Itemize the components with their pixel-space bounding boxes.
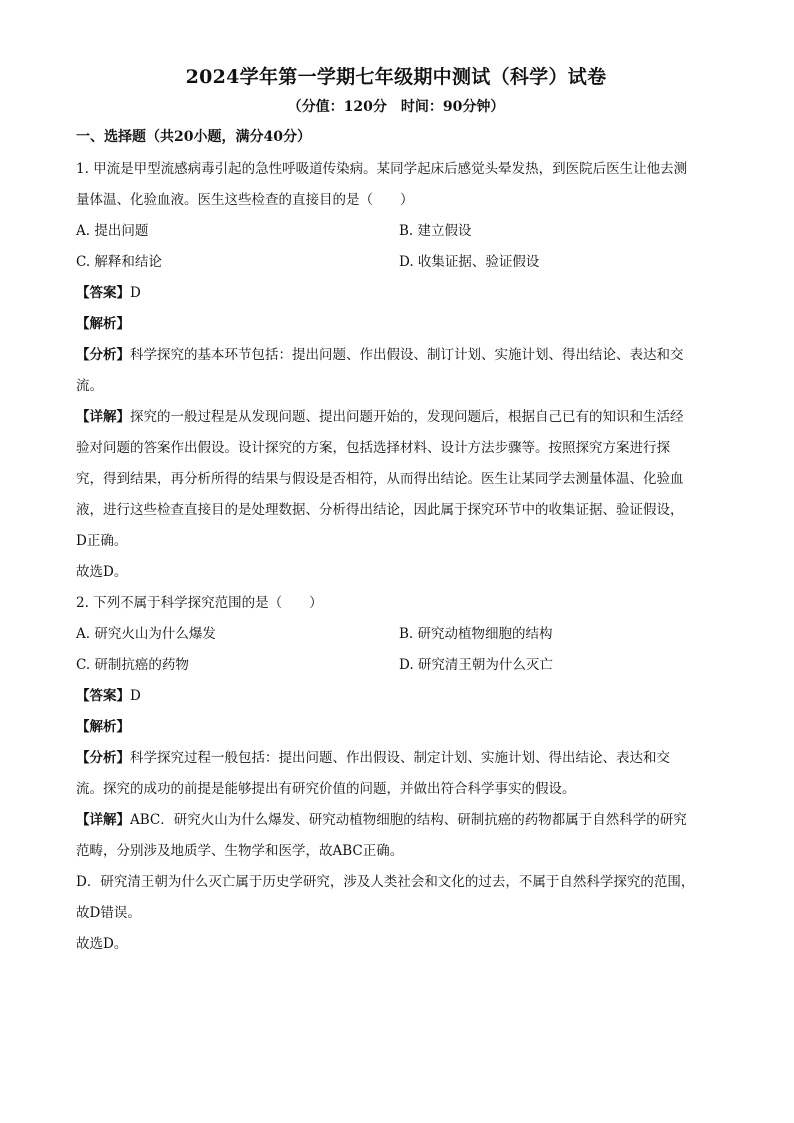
q1-fenxi-line2: 流。 [76, 378, 103, 394]
q1-stem-line1: 1. 甲流是甲型流感病毒引起的急性呼吸道传染病。某同学起床后感觉头晕发热，到医院后医生让他去测 [76, 161, 688, 177]
q1-xiangjie [76, 402, 716, 433]
question-2 [76, 588, 716, 960]
q1-xiangjie-line4: 液，进行这些检查直接目的是处理数据、分析得出结论，因此属于探究环节中的收集证据、验证假设， [76, 502, 684, 518]
q1-fenxi-tag: 【分析】 [76, 347, 130, 363]
q1-xiangjie-line5: D正确。 [76, 533, 128, 549]
q2-fenxi-line2: 流。探究的成功的前提是能够提出有研究价值的问题，并做出符合科学事实的假设。 [76, 781, 576, 797]
q1-options [76, 216, 716, 278]
q1-option-c: C. 解释和结论 [76, 254, 162, 270]
question-1 [76, 154, 716, 588]
q1-analysis-heading: 【解析】 [76, 316, 130, 332]
q2-answer-tag: 【答案】 [76, 688, 130, 704]
q1-option-b: B. 建立假设 [399, 223, 472, 239]
q1-xiangjie-line3: 究，得到结果，再分析所得的结果与假设是否相符，从而得出结论。医生让某同学去测量体温、化验血 [76, 471, 684, 487]
q1-fenxi-line1: 科学探究的基本环节包括：提出问题、作出假设、制订计划、实施计划、得出结论、表达和交 [130, 347, 684, 363]
q1-xiangjie-line1: 探究的一般过程是从发现问题、提出问题开始的，发现问题后，根据自己已有的知识和生活经 [130, 409, 684, 425]
q2-option-a: A. 研究火山为什么爆发 [76, 626, 216, 642]
q2-stem: 2. 下列不属于科学探究范围的是（ ） [76, 595, 323, 611]
q2-xiangjie-line2: 范畴，分别涉及地质学、生物学和医学，故ABC正确。 [76, 843, 404, 859]
q2-xiangjie-line1: ABC．研究火山为什么爆发、研究动植物细胞的结构、研制抗癌的药物都属于自然科学的研究 [130, 812, 687, 828]
q2-option-d: D. 研究清王朝为什么灭亡 [399, 657, 553, 673]
q1-fenxi [76, 340, 716, 371]
q1-xiangjie-tag: 【详解】 [76, 409, 130, 425]
page-subtitle: （分值：120分 时间：90分钟） [287, 99, 505, 115]
q1-answer-tag: 【答案】 [76, 285, 130, 301]
q1-option-d: D. 收集证据、验证假设 [399, 254, 540, 270]
q2-xiangjie [76, 805, 716, 836]
q1-stem-line2: 量体温、化验血液。医生这些检查的直接目的是（ ） [76, 192, 414, 208]
q2-xiangjie-line3: D．研究清王朝为什么灭亡属于历史学研究，涉及人类社会和文化的过去，不属于自然科学探究的范围， [76, 874, 695, 890]
q2-fenxi-line1: 科学探究过程一般包括：提出问题、作出假设、制定计划、实施计划、得出结论、表达和交 [130, 750, 670, 766]
q2-fenxi-tag: 【分析】 [76, 750, 130, 766]
q1-conclusion: 故选D。 [76, 564, 128, 580]
q2-fenxi [76, 743, 716, 774]
q2-option-b: B. 研究动植物细胞的结构 [399, 626, 553, 642]
q1-answer [76, 278, 716, 309]
q2-answer [76, 681, 716, 712]
section-heading: 一、选择题（共20小题，满分40分） [76, 129, 311, 145]
q2-option-c: C. 研制抗癌的药物 [76, 657, 189, 673]
q2-analysis-heading: 【解析】 [76, 719, 130, 735]
q2-xiangjie-tag: 【详解】 [76, 812, 130, 828]
page-title: 2024学年第一学期七年级期中测试（科学）试卷 [185, 66, 607, 88]
q2-answer-value: D [130, 688, 141, 704]
q2-conclusion: 故选D。 [76, 936, 128, 952]
q1-xiangjie-line2: 验对问题的答案作出假设。设计探究的方案，包括选择材料、设计方法步骤等。按照探究方案进行探 [76, 440, 670, 456]
q1-answer-value: D [130, 285, 141, 301]
q1-option-a: A. 提出问题 [76, 223, 149, 239]
q2-options [76, 619, 716, 681]
q2-xiangjie-line4: 故D错误。 [76, 905, 141, 921]
